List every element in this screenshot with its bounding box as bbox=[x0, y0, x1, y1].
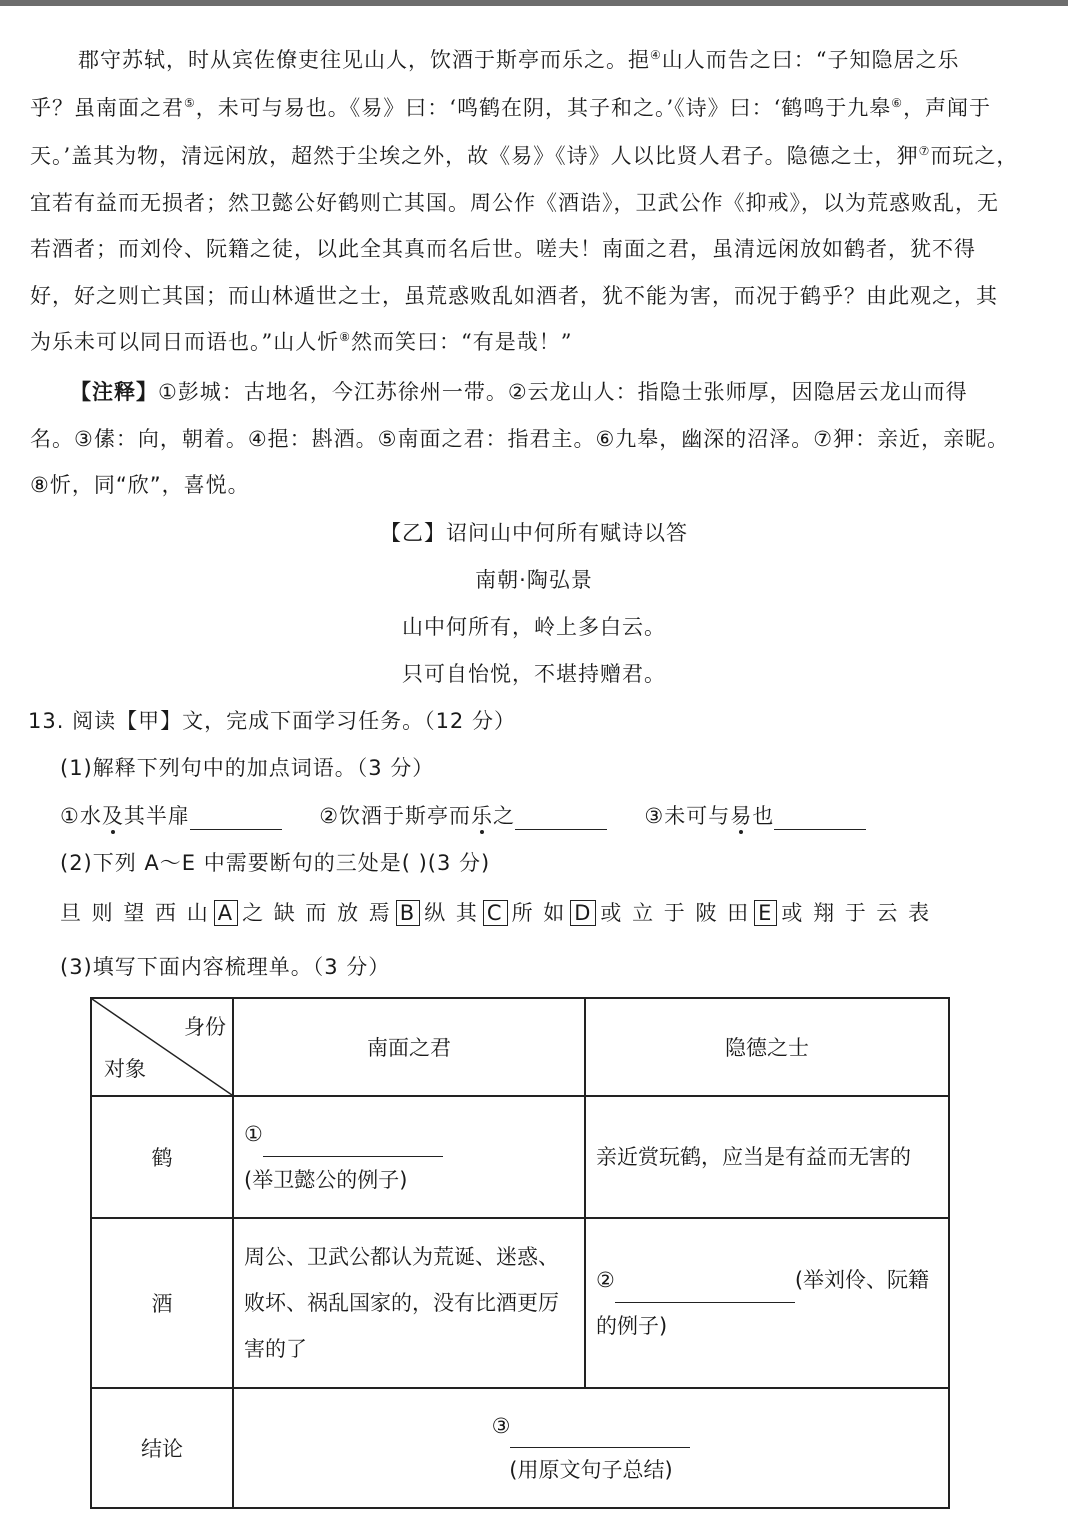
poem-line-2: 只可自怡悦，不堪持赠君。 bbox=[402, 662, 666, 686]
cell-wine-ruler: 周公、卫武公都认为荒诞、迷惑、 败坏、祸乱国家的，没有比酒更厉 害的了 bbox=[233, 1218, 585, 1388]
passage-line-7: 为乐未可以同日而语也。”山人忻⑧然而笑曰：“有是哉！” bbox=[30, 330, 573, 354]
passage-line-2: 乎？虽南面之君⑤，未可与易也。《易》曰：‘鸣鹤在阴，其子和之。’《诗》曰：‘鹤鸣于九皋⑥，声闻于 bbox=[30, 96, 992, 120]
dotted-word-1: 及 bbox=[101, 804, 124, 828]
dotted-word-3: 易 bbox=[730, 804, 753, 828]
summary-table bbox=[90, 997, 950, 1509]
passage-line-6: 好，好之则亡其国；而山林遁世之士，虽荒惑败乱如酒者，犹不能为害，而况于鹤乎？由此观之，其 bbox=[30, 284, 998, 308]
option-box-d[interactable]: D bbox=[570, 900, 596, 926]
table-corner-header bbox=[91, 998, 233, 1096]
question-13-title: 13. 阅读【甲】文，完成下面学习任务。（12 分） bbox=[28, 709, 516, 733]
notes-line-3: ⑧忻，同“欣”，喜悦。 bbox=[30, 473, 250, 497]
poem-author: 南朝·陶弘景 bbox=[475, 568, 593, 592]
answer-blank-1[interactable] bbox=[190, 829, 282, 830]
column-header-ruler: 南面之君 bbox=[233, 998, 585, 1096]
dotted-word-2: 乐 bbox=[471, 804, 494, 828]
passage-line-5: 若酒者；而刘伶、阮籍之徒，以此全其真而名后世。嗟夫！南面之君，虽清远闲放如鹤者，犹不得 bbox=[30, 237, 976, 261]
row-label-crane: 鹤 bbox=[91, 1096, 233, 1218]
passage-line-3: 天。’盖其为物，清远闲放，超然于尘埃之外，故《易》《诗》人以比贤人君子。隐德之士，狎⑦而玩之， bbox=[30, 144, 1019, 168]
option-box-c[interactable]: C bbox=[483, 900, 508, 926]
poem-line-1: 山中何所有，岭上多白云。 bbox=[402, 615, 666, 639]
row-label-conclusion: 结论 bbox=[91, 1388, 233, 1508]
notes-line-1: 【注释】①彭城：古地名，今江苏徐州一带。②云龙山人：指隐士张师厚，因隐居云龙山而得 bbox=[70, 380, 968, 404]
option-box-b[interactable]: B bbox=[396, 900, 420, 926]
option-box-e[interactable]: E bbox=[754, 900, 777, 926]
top-border bbox=[0, 0, 1068, 6]
column-header-recluse: 隐德之士 bbox=[585, 998, 949, 1096]
header-object: 对象 bbox=[104, 1057, 146, 1081]
cell-crane-recluse: 亲近赏玩鹤，应当是有益而无害的 bbox=[585, 1096, 949, 1218]
subquestion-1: (1)解释下列句中的加点词语。（3 分） bbox=[60, 756, 435, 780]
cell-crane-ruler: ① (举卫懿公的例子) bbox=[233, 1096, 585, 1218]
passage-line-1: 郡守苏轼，时从宾佐僚吏往见山人，饮酒于斯亭而乐之。挹④山人而告之曰：“子知隐居之乐 bbox=[78, 48, 960, 72]
punctuation-sentence: 旦 则 望 西 山 A 之 缺 而 放 焉 B 纵 其 C 所 如 D 或 立 于 陂 田 E 或 翔 于 云 表 bbox=[60, 901, 932, 925]
answer-blank-2[interactable] bbox=[515, 829, 607, 830]
notes-line-2: 名。③傃：向，朝着。④挹：斟酒。⑤南面之君：指君主。⑥九皋，幽深的沼泽。⑦狎：亲近，亲昵。 bbox=[30, 427, 1010, 451]
subquestion-3: (3)填写下面内容梳理单。（3 分） bbox=[60, 955, 391, 979]
passage-line-4: 宜若有益而无损者；然卫懿公好鹤则亡其国。周公作《酒诰》，卫武公作《抑戒》，以为荒惑败乱，无 bbox=[30, 191, 999, 215]
answer-blank-3[interactable] bbox=[774, 829, 866, 830]
poem-title: 【乙】诏问山中何所有赋诗以答 bbox=[380, 521, 688, 545]
cell-conclusion: ③ (用原文句子总结) bbox=[233, 1388, 949, 1508]
header-identity: 身份 bbox=[184, 1015, 226, 1039]
subquestion-2: (2)下列 A～E 中需要断句的三处是( )(3 分) bbox=[60, 851, 491, 875]
row-label-wine: 酒 bbox=[91, 1218, 233, 1388]
subquestion-1-items: ①水及其半扉 ②饮酒于斯亭而乐之 ③未可与易也 bbox=[60, 800, 866, 830]
cell-wine-recluse: ② (举刘伶、阮籍 的例子) bbox=[585, 1218, 949, 1388]
notes-label: 【注释】 bbox=[70, 380, 158, 404]
option-box-a[interactable]: A bbox=[214, 900, 238, 926]
